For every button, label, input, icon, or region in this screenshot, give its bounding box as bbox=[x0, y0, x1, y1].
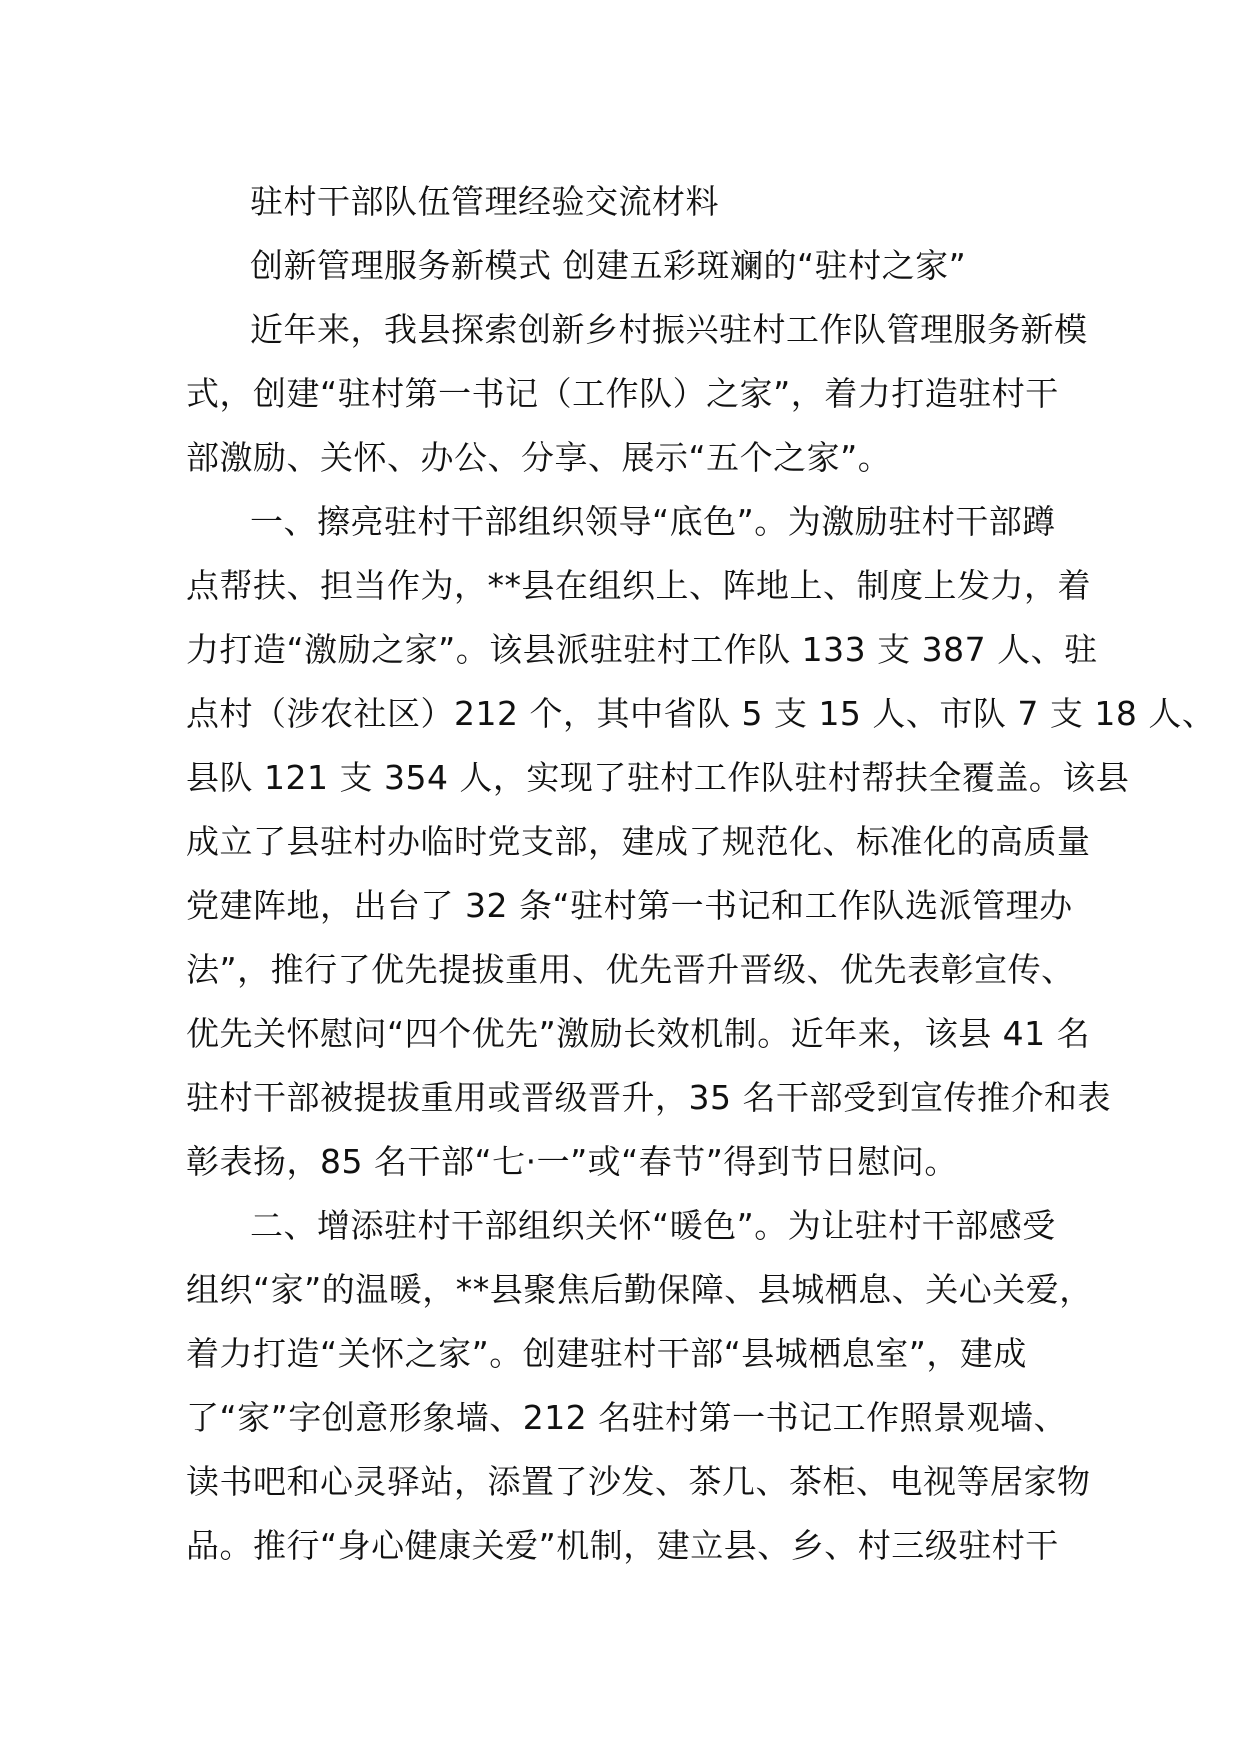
body-line: 近年来，我县探索创新乡村振兴驻村工作队管理服务新模 bbox=[250, 310, 1088, 349]
body-line: 二、增添驻村干部组织关怀“暖色”。为让驻村干部感受 bbox=[250, 1206, 1056, 1245]
body-line: 优先关怀慰问“四个优先”激励长效机制。近年来，该县 41 名 bbox=[186, 1014, 1091, 1053]
body-line: 组织“家”的温暖，**县聚焦后勤保障、县城栖息、关心关爱， bbox=[186, 1270, 1093, 1309]
body-line: 着力打造“关怀之家”。创建驻村干部“县城栖息室”，建成 bbox=[186, 1334, 1027, 1373]
body-line: 法”，推行了优先提拔重用、优先晋升晋级、优先表彰宣传、 bbox=[186, 950, 1075, 989]
document-body bbox=[186, 298, 1216, 1578]
body-line: 一、擦亮驻村干部组织领导“底色”。为激励驻村干部蹲 bbox=[250, 502, 1056, 541]
document-page bbox=[186, 170, 1216, 1578]
body-line: 成立了县驻村办临时党支部，建成了规范化、标准化的高质量 bbox=[186, 822, 1091, 861]
body-line: 点村（涉农社区）212 个，其中省队 5 支 15 人、市队 7 支 18 人、 bbox=[186, 694, 1216, 733]
body-line: 县队 121 支 354 人，实现了驻村工作队驻村帮扶全覆盖。该县 bbox=[186, 758, 1130, 797]
body-line: 了“家”字创意形象墙、212 名驻村第一书记工作照景观墙、 bbox=[186, 1398, 1068, 1437]
body-line: 点帮扶、担当作为，**县在组织上、阵地上、制度上发力，着 bbox=[186, 566, 1091, 605]
body-line: 部激励、关怀、办公、分享、展示“五个之家”。 bbox=[186, 438, 892, 477]
body-line: 彰表扬，85 名干部“七·一”或“春节”得到节日慰问。 bbox=[186, 1142, 958, 1181]
document-title: 驻村干部队伍管理经验交流材料 bbox=[250, 182, 719, 221]
body-line: 力打造“激励之家”。该县派驻驻村工作队 133 支 387 人、驻 bbox=[186, 630, 1098, 669]
body-line: 读书吧和心灵驿站，添置了沙发、茶几、茶柜、电视等居家物 bbox=[186, 1462, 1091, 1501]
body-line: 品。推行“身心健康关爱”机制，建立县、乡、村三级驻村干 bbox=[186, 1526, 1059, 1565]
body-line: 式，创建“驻村第一书记（工作队）之家”，着力打造驻村干 bbox=[186, 374, 1059, 413]
document-subtitle: 创新管理服务新模式 创建五彩斑斓的“驻村之家” bbox=[250, 246, 967, 285]
body-line: 驻村干部被提拔重用或晋级晋升，35 名干部受到宣传推介和表 bbox=[186, 1078, 1111, 1117]
body-line: 党建阵地，出台了 32 条“驻村第一书记和工作队选派管理办 bbox=[186, 886, 1073, 925]
